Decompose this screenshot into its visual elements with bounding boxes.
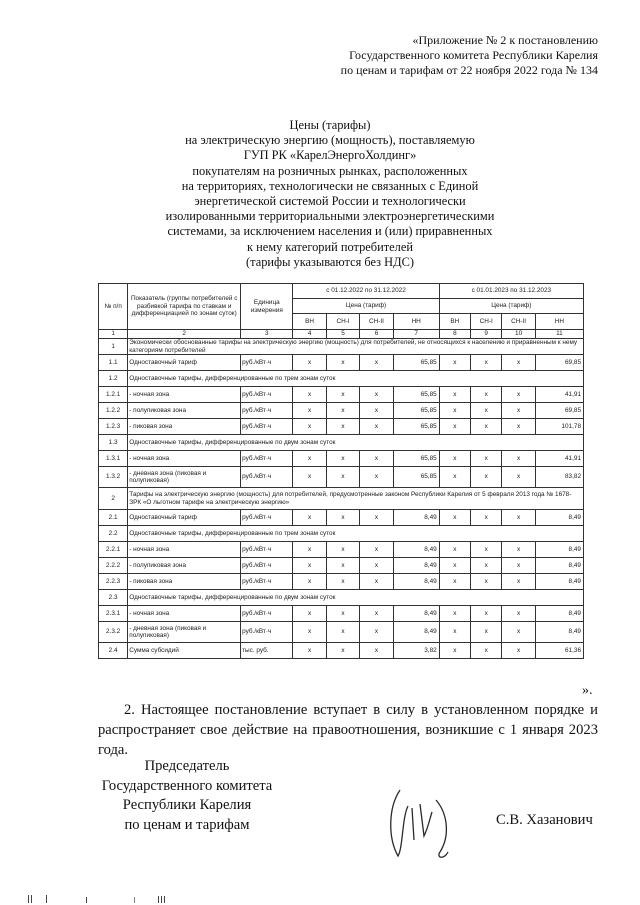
section-title: Одноставочные тарифы, дифференцированные по трем зонам суток [128,526,584,542]
row-indicator: - пиковая зона [128,419,241,435]
section-title: Экономически обоснованные тарифы на электрическую энергию (мощность) для потребителей, не относящихся к населению и приравненным к нему категориям потребителей [128,339,584,355]
tariff-value: x [471,355,502,371]
title-line: энергетической системой России и технологически [194,194,466,209]
tariff-value: x [293,387,326,403]
tariff-value: x [439,558,470,574]
tariff-value: x [360,542,393,558]
tariff-value: 69,85 [535,403,583,419]
appendix-header [278,33,598,78]
tariff-value: 8,49 [393,558,439,574]
row-number: 2 [99,488,128,510]
tariff-value: x [439,403,470,419]
row-number: 1 [99,339,128,355]
scan-mark [31,895,32,903]
row-number: 2.4 [99,643,128,659]
row-unit: руб./кВт·ч [241,355,293,371]
column-number: 10 [502,330,535,339]
section-row [99,371,584,387]
title-line: на электрическую энергию (мощность), поставляемую [185,133,475,148]
title-line: на территориях, технологически не связанных с Единой [181,178,479,193]
tariff-value: x [360,574,393,590]
column-number: 8 [439,330,470,339]
tariff-value: x [293,606,326,622]
column-number: 11 [535,330,583,339]
tariff-value: x [360,606,393,622]
effective-date-paragraph [98,700,598,760]
table-row [99,387,584,403]
table-row [99,355,584,371]
header-level-nn: НН [535,313,583,329]
scan-mark [28,895,29,903]
column-number: 7 [393,330,439,339]
tariff-value: x [293,542,326,558]
tariff-value: 8,49 [393,622,439,643]
tariff-value: x [360,467,393,488]
section-title: Одноставочные тарифы, дифференцированные по двум зонам суток [128,435,584,451]
tariff-value: x [326,467,359,488]
tariff-value: x [360,622,393,643]
tariff-value: x [502,451,535,467]
tariff-value: x [471,387,502,403]
tariff-value: 8,49 [393,542,439,558]
signer-title [92,757,282,835]
closing-quote: ». [582,683,593,698]
tariff-value: x [502,419,535,435]
tariff-value: x [439,387,470,403]
tariff-value: x [471,510,502,526]
tariff-value: 3,82 [393,643,439,659]
tariff-value: x [439,643,470,659]
table-row [99,574,584,590]
row-indicator: Одноставочный тариф [128,355,241,371]
scan-mark [164,896,165,903]
tariff-value: x [360,419,393,435]
row-number: 2.2.3 [99,574,128,590]
tariff-value: x [326,558,359,574]
tariff-value: 69,85 [535,355,583,371]
header-level-vn: ВН [439,313,470,329]
column-number: 6 [360,330,393,339]
tariff-value: x [360,510,393,526]
table-row [99,606,584,622]
title-line: изолированными территориальными электроэнергетическими [165,209,495,224]
tariff-value: 8,49 [393,606,439,622]
tariff-value: 8,49 [535,558,583,574]
section-row [99,526,584,542]
table-row [99,451,584,467]
tariff-value: x [439,542,470,558]
row-unit: руб./кВт·ч [241,574,293,590]
tariff-value: x [293,355,326,371]
section-row [99,590,584,606]
tariff-value: x [360,387,393,403]
row-indicator: - ночная зона [128,451,241,467]
column-number: 2 [128,330,241,339]
row-number: 2.1 [99,510,128,526]
column-number: 3 [241,330,293,339]
tariff-value: x [360,558,393,574]
tariff-value: x [471,574,502,590]
tariff-value: x [502,510,535,526]
row-number: 1.2 [99,371,128,387]
table-row [99,467,584,488]
tariff-value: 8,49 [535,510,583,526]
row-number: 2.3.1 [99,606,128,622]
tariff-value: x [439,606,470,622]
table-row [99,542,584,558]
tariff-value: x [471,643,502,659]
tariff-value: x [439,467,470,488]
scan-mark [134,897,135,903]
header-level-sn1: СН-I [326,313,359,329]
row-indicator: - дневная зона (пиковая и полупиковая) [128,467,241,488]
tariff-value: x [293,574,326,590]
tariff-value: x [360,403,393,419]
tariff-value: x [502,403,535,419]
table-row [99,558,584,574]
table-row [99,419,584,435]
table-row [99,510,584,526]
row-unit: руб./кВт·ч [241,622,293,643]
tariff-value: x [502,355,535,371]
row-indicator: - дневная зона (пиковая и полупиковая) [128,622,241,643]
signer-line: Председатель [144,758,230,774]
tariff-value: x [471,542,502,558]
row-number: 2.3 [99,590,128,606]
tariff-value: x [502,542,535,558]
header-num: № п/п [99,284,128,330]
tariff-value: x [502,574,535,590]
header-indicator: Показатель (группы потребителей с разбивкой тарифа по ставкам и дифференциацией по зонам суток) [128,284,241,330]
tariff-value: x [293,419,326,435]
row-indicator: - пиковая зона [128,574,241,590]
row-unit: руб./кВт·ч [241,510,293,526]
row-indicator: - полупиковая зона [128,558,241,574]
appendix-line: Государственного комитета Республики Карелия [349,48,598,62]
row-number: 1.2.1 [99,387,128,403]
tariff-value: 41,91 [535,451,583,467]
tariff-value: 8,49 [535,542,583,558]
row-unit: руб./кВт·ч [241,451,293,467]
row-unit: руб./кВт·ч [241,558,293,574]
row-number: 1.3.2 [99,467,128,488]
table-body [99,339,584,659]
row-number: 1.2.3 [99,419,128,435]
column-number: 9 [471,330,502,339]
header-price: Цена (тариф) [439,298,583,313]
row-indicator: Одноставочный тариф [128,510,241,526]
row-number: 1.3 [99,435,128,451]
handwritten-signature [378,778,468,868]
tariff-value: x [326,419,359,435]
tariff-value: x [439,574,470,590]
title-line: покупателям на розничных рынках, расположенных [192,163,468,178]
scan-marks [28,895,178,903]
section-title: Тарифы на электрическую энергию (мощность) для потребителей, предусмотренные законом Республики Карелия от 5 февраля 2013 года № 1678-ЗРК «О льготном тарифе на электрическую энергию» [128,488,584,510]
signature-stroke [391,790,408,856]
row-number: 2.2.2 [99,558,128,574]
scan-mark [46,895,47,903]
column-number: 1 [99,330,128,339]
tariff-value: x [326,355,359,371]
header-level-sn1: СН-I [471,313,502,329]
tariff-value: x [502,558,535,574]
tariff-value: 8,49 [393,510,439,526]
tariff-value: 83,82 [535,467,583,488]
row-number: 2.2.1 [99,542,128,558]
table-row [99,643,584,659]
tariff-value: x [326,574,359,590]
row-indicator: - ночная зона [128,387,241,403]
tariff-value: x [293,403,326,419]
header-level-sn2: СН-II [502,313,535,329]
tariff-value: x [360,355,393,371]
row-number: 1.2.2 [99,403,128,419]
tariff-value: 8,49 [535,606,583,622]
tariff-value: x [360,643,393,659]
signer-line: по ценам и тарифам [124,816,250,833]
title-line: ГУП РК «КарелЭнергоХолдинг» [243,148,417,163]
tariff-value: x [326,542,359,558]
tariff-value: x [471,451,502,467]
tariff-value: x [326,643,359,659]
row-indicator: Сумма субсидий [128,643,241,659]
section-title: Одноставочные тарифы, дифференцированные по двум зонам суток [128,590,584,606]
tariff-value: x [471,606,502,622]
document-title [110,118,550,270]
signature-stroke [412,804,432,840]
tariff-value: 65,85 [393,387,439,403]
row-unit: руб./кВт·ч [241,419,293,435]
tariff-value: x [293,451,326,467]
row-number: 1.1 [99,355,128,371]
signer-line: Государственного комитета [101,777,273,794]
tariff-value: 65,85 [393,355,439,371]
tariff-value: 65,85 [393,467,439,488]
tariff-value: 65,85 [393,403,439,419]
header-level-nn: НН [393,313,439,329]
signature-stroke [436,800,448,857]
header-price: Цена (тариф) [293,298,439,313]
tariff-table [98,283,584,659]
tariff-value: x [439,510,470,526]
tariff-value: x [471,467,502,488]
tariff-value: x [502,467,535,488]
scan-mark [158,896,159,903]
scan-mark [86,897,87,903]
title-line: (тарифы указываются без НДС) [246,254,414,269]
tariff-value: x [439,419,470,435]
title-line: системами, за исключением населения и (или) приравненных [167,224,493,239]
tariff-value: 65,85 [393,419,439,435]
header-level-vn: ВН [293,313,326,329]
tariff-value: x [293,558,326,574]
tariff-value: x [326,387,359,403]
row-unit: руб./кВт·ч [241,606,293,622]
row-number: 2.3.2 [99,622,128,643]
header-unit: Единица измерения [241,284,293,330]
header-period-2023: с 01.01.2023 по 31.12.2023 [439,284,583,299]
tariff-value: x [502,387,535,403]
header-level-sn2: СН-II [360,313,393,329]
column-number: 5 [326,330,359,339]
tariff-value: 8,49 [393,574,439,590]
tariff-value: x [439,622,470,643]
row-unit: тыс. руб. [241,643,293,659]
tariff-value: x [360,451,393,467]
row-unit: руб./кВт·ч [241,403,293,419]
tariff-value: x [471,558,502,574]
tariff-value: x [502,643,535,659]
title-line: Цены (тарифы) [289,118,371,132]
row-indicator: - ночная зона [128,542,241,558]
section-row [99,339,584,355]
tariff-value: x [502,622,535,643]
tariff-value: x [326,451,359,467]
tariff-value: x [293,643,326,659]
section-title: Одноставочные тарифы, дифференцированные по трем зонам суток [128,371,584,387]
section-row [99,488,584,510]
tariff-value: x [439,355,470,371]
row-number: 1.3.1 [99,451,128,467]
tariff-value: x [439,451,470,467]
row-indicator: - полупиковая зона [128,403,241,419]
appendix-line: «Приложение № 2 к постановлению [412,33,598,47]
tariff-value: x [471,419,502,435]
tariff-value: 101,78 [535,419,583,435]
column-number: 4 [293,330,326,339]
tariff-value: 65,85 [393,451,439,467]
tariff-value: 8,49 [535,622,583,643]
section-row [99,435,584,451]
tariff-value: x [326,403,359,419]
header-period-2022: с 01.12.2022 по 31.12.2022 [293,284,439,299]
title-line: к нему категорий потребителей [247,239,413,254]
tariff-value: 41,91 [535,387,583,403]
tariff-value: x [471,622,502,643]
row-unit: руб./кВт·ч [241,467,293,488]
tariff-value: x [502,606,535,622]
row-unit: руб./кВт·ч [241,542,293,558]
tariff-value: x [326,606,359,622]
table-header [99,284,584,339]
tariff-value: x [293,622,326,643]
appendix-line: по ценам и тарифам от 22 ноября 2022 года № 134 [340,63,598,77]
tariff-value: 8,49 [535,574,583,590]
tariff-value: x [326,510,359,526]
tariff-value: x [293,467,326,488]
paragraph-text: 2. Настоящее постановление вступает в силу в установленном порядке и распространяет свое действие на правоотношения, возникшие с 1 января 2023 года. [98,702,598,758]
row-number: 2.2 [99,526,128,542]
table-row [99,403,584,419]
tariff-value: x [471,403,502,419]
signer-line: Республики Карелия [122,797,252,813]
scan-mark [161,896,162,903]
tariff-value: x [326,622,359,643]
row-indicator: - ночная зона [128,606,241,622]
tariff-value: x [293,510,326,526]
signer-name: С.В. Хазанович [496,812,593,828]
table-row [99,622,584,643]
row-unit: руб./кВт·ч [241,387,293,403]
tariff-value: 61,36 [535,643,583,659]
